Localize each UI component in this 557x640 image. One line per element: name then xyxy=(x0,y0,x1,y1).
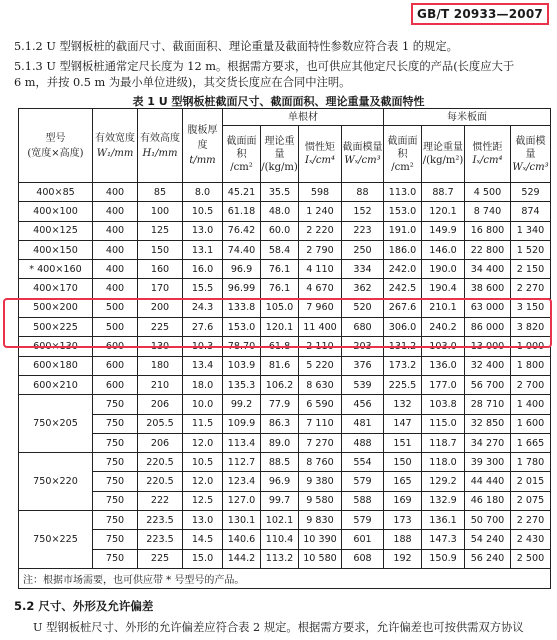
cell-sw: 89.0 xyxy=(261,433,299,452)
cell-mw: 118.0 xyxy=(422,453,465,472)
cell-sm: 376 xyxy=(342,356,384,375)
cell-mi: 4 500 xyxy=(465,183,511,202)
cell-mm: 3 820 xyxy=(511,318,551,337)
cell-ma: 132 xyxy=(384,395,422,414)
cell-sa: 45.21 xyxy=(223,183,261,202)
table-note: 注：根据市场需要，也可供应带 * 号型号的产品。 xyxy=(19,568,551,588)
cell-si: 598 xyxy=(299,183,342,202)
cell-mw: 115.0 xyxy=(422,414,465,433)
cell-sa: 103.9 xyxy=(223,356,261,375)
table-row xyxy=(19,472,551,491)
cell-sw: 99.7 xyxy=(261,491,299,510)
cell-mm: 3 150 xyxy=(511,298,551,317)
cell-h: 206 xyxy=(138,395,183,414)
cell-sw: 120.1 xyxy=(261,318,299,337)
cell-mm: 1 800 xyxy=(511,356,551,375)
cell-si: 7 270 xyxy=(299,433,342,452)
cell-ma: 173.2 xyxy=(384,356,422,375)
cell-mi: 46 180 xyxy=(465,491,511,510)
cell-sm: 579 xyxy=(342,472,384,491)
table-row xyxy=(19,453,551,472)
cell-w: 750 xyxy=(93,472,138,491)
header-single-inertia: 惯性矩 Iₓ/cm⁴ xyxy=(299,126,342,183)
cell-sm: 88 xyxy=(342,183,384,202)
cell-w: 600 xyxy=(93,337,138,356)
cell-model: 600×210 xyxy=(19,375,93,394)
cell-mi: 39 300 xyxy=(465,453,511,472)
cell-mi: 32 400 xyxy=(465,356,511,375)
cell-t: 10.5 xyxy=(183,453,223,472)
cell-model: 750×225 xyxy=(19,511,93,569)
cell-sw: 58.4 xyxy=(261,240,299,259)
cell-t: 13.1 xyxy=(183,240,223,259)
cell-model: 400×170 xyxy=(19,279,93,298)
header-single-weight: 理论重量 /(kg/m) xyxy=(261,126,299,183)
cell-t: 12.0 xyxy=(183,472,223,491)
cell-si: 2 110 xyxy=(299,337,342,356)
cell-sw: 77.9 xyxy=(261,395,299,414)
cell-mi: 56 700 xyxy=(465,375,511,394)
cell-h: 206 xyxy=(138,433,183,452)
section-5-2-text: U 型钢板桩尺寸、外形的允许偏差应符合表 2 规定。根据需方要求，允许偏差也可按供需双方协议 xyxy=(33,621,524,634)
header-width: 有效宽度 W₁/mm xyxy=(93,109,138,183)
cell-mm: 1 665 xyxy=(511,433,551,452)
cell-t: 12.0 xyxy=(183,433,223,452)
cell-mi: 44 440 xyxy=(465,472,511,491)
cell-mi: 32 850 xyxy=(465,414,511,433)
cell-mw: 210.1 xyxy=(422,298,465,317)
cell-t: 11.5 xyxy=(183,414,223,433)
header-meter-modulus: 截面模量 Wₓ/cm³ xyxy=(511,126,551,183)
cell-sm: 554 xyxy=(342,453,384,472)
cell-sa: 96.99 xyxy=(223,279,261,298)
cell-sa: 133.8 xyxy=(223,298,261,317)
cell-sa: 76.42 xyxy=(223,221,261,240)
cell-mi: 34 270 xyxy=(465,433,511,452)
cell-t: 10.3 xyxy=(183,337,223,356)
cell-h: 100 xyxy=(138,202,183,221)
cell-sw: 88.5 xyxy=(261,453,299,472)
standard-code: GB/T 20933—2007 xyxy=(417,7,543,21)
cell-si: 2 790 xyxy=(299,240,342,259)
cell-sw: 76.1 xyxy=(261,279,299,298)
table-row xyxy=(19,530,551,549)
cell-mw: 190.4 xyxy=(422,279,465,298)
cell-sm: 203 xyxy=(342,337,384,356)
cell-ma: 153.0 xyxy=(384,202,422,221)
table-row xyxy=(19,337,551,356)
cell-h: 125 xyxy=(138,221,183,240)
cell-mi: 56 240 xyxy=(465,549,511,568)
cell-sm: 608 xyxy=(342,549,384,568)
cell-t: 18.0 xyxy=(183,375,223,394)
cell-si: 1 240 xyxy=(299,202,342,221)
cell-model: 400×150 xyxy=(19,240,93,259)
cell-model: 750×205 xyxy=(19,395,93,453)
cell-sa: 112.7 xyxy=(223,453,261,472)
cell-w: 750 xyxy=(93,453,138,472)
cell-sw: 110.4 xyxy=(261,530,299,549)
cell-mi: 86 000 xyxy=(465,318,511,337)
cell-sa: 123.4 xyxy=(223,472,261,491)
cell-t: 24.3 xyxy=(183,298,223,317)
cell-sm: 588 xyxy=(342,491,384,510)
cell-model: * 400×160 xyxy=(19,260,93,279)
cell-sm: 223 xyxy=(342,221,384,240)
cell-sw: 61.8 xyxy=(261,337,299,356)
cell-ma: 165 xyxy=(384,472,422,491)
cell-mw: 136.1 xyxy=(422,511,465,530)
cell-sw: 35.5 xyxy=(261,183,299,202)
cell-mw: 103.8 xyxy=(422,395,465,414)
cell-mw: 147.3 xyxy=(422,530,465,549)
cell-mm: 1 520 xyxy=(511,240,551,259)
cell-ma: 188 xyxy=(384,530,422,549)
cell-h: 160 xyxy=(138,260,183,279)
cell-w: 500 xyxy=(93,318,138,337)
cell-w: 750 xyxy=(93,549,138,568)
header-per-meter: 每米板面 xyxy=(384,109,551,126)
cell-ma: 147 xyxy=(384,414,422,433)
cell-si: 6 590 xyxy=(299,395,342,414)
cell-w: 750 xyxy=(93,491,138,510)
cell-si: 8 760 xyxy=(299,453,342,472)
cell-sa: 144.2 xyxy=(223,549,261,568)
cell-h: 200 xyxy=(138,298,183,317)
cell-mw: 146.0 xyxy=(422,240,465,259)
cell-mm: 2 700 xyxy=(511,375,551,394)
cell-mi: 38 600 xyxy=(465,279,511,298)
cell-w: 500 xyxy=(93,298,138,317)
table-row xyxy=(19,491,551,510)
cell-h: 170 xyxy=(138,279,183,298)
cell-sw: 76.1 xyxy=(261,260,299,279)
cell-t: 8.0 xyxy=(183,183,223,202)
cell-mw: 177.0 xyxy=(422,375,465,394)
cell-t: 13.4 xyxy=(183,356,223,375)
cell-sm: 456 xyxy=(342,395,384,414)
cell-ma: 169 xyxy=(384,491,422,510)
cell-si: 10 580 xyxy=(299,549,342,568)
cell-mm: 1 600 xyxy=(511,414,551,433)
cell-t: 13.0 xyxy=(183,511,223,530)
cell-h: 150 xyxy=(138,240,183,259)
cell-h: 223.5 xyxy=(138,511,183,530)
table-row xyxy=(19,511,551,530)
cell-mw: 88.7 xyxy=(422,183,465,202)
cell-sa: 140.6 xyxy=(223,530,261,549)
table-row xyxy=(19,298,551,317)
cell-w: 600 xyxy=(93,356,138,375)
table-row xyxy=(19,279,551,298)
cell-mi: 28 710 xyxy=(465,395,511,414)
cell-mi: 54 240 xyxy=(465,530,511,549)
header-single-area: 截面面积 /cm² xyxy=(223,126,261,183)
table-row xyxy=(19,433,551,452)
cell-model: 750×220 xyxy=(19,453,93,511)
cell-mw: 136.0 xyxy=(422,356,465,375)
cell-h: 210 xyxy=(138,375,183,394)
table-row xyxy=(19,356,551,375)
cell-ma: 186.0 xyxy=(384,240,422,259)
cell-mi: 34 400 xyxy=(465,260,511,279)
cell-mi: 50 700 xyxy=(465,511,511,530)
cell-h: 222 xyxy=(138,491,183,510)
cell-mm: 2 075 xyxy=(511,491,551,510)
cell-t: 10.5 xyxy=(183,202,223,221)
cell-mm: 2 150 xyxy=(511,260,551,279)
cell-mm: 2 270 xyxy=(511,279,551,298)
cell-sw: 81.6 xyxy=(261,356,299,375)
paragraph-5-1-3-line1: 5.1.3 U 型钢板桩通常定尺长度为 12 m。根据需方要求，也可供应其他定尺长度的产品(长度应大于 xyxy=(14,60,515,73)
cell-mw: 118.7 xyxy=(422,433,465,452)
table-row xyxy=(19,221,551,240)
cell-sm: 539 xyxy=(342,375,384,394)
cell-sm: 680 xyxy=(342,318,384,337)
cell-mi: 22 800 xyxy=(465,240,511,259)
cell-mi: 13 000 xyxy=(465,337,511,356)
cell-sw: 105.0 xyxy=(261,298,299,317)
cell-t: 16.0 xyxy=(183,260,223,279)
cell-t: 27.6 xyxy=(183,318,223,337)
cell-mm: 2 430 xyxy=(511,530,551,549)
cell-w: 750 xyxy=(93,395,138,414)
cell-w: 400 xyxy=(93,240,138,259)
cell-si: 9 580 xyxy=(299,491,342,510)
cell-model: 600×180 xyxy=(19,356,93,375)
cell-h: 205.5 xyxy=(138,414,183,433)
spec-table xyxy=(18,108,551,589)
cell-sm: 250 xyxy=(342,240,384,259)
cell-sm: 601 xyxy=(342,530,384,549)
cell-mw: 103.0 xyxy=(422,337,465,356)
cell-si: 10 390 xyxy=(299,530,342,549)
cell-model: 500×200 xyxy=(19,298,93,317)
cell-mw: 120.1 xyxy=(422,202,465,221)
cell-mi: 63 000 xyxy=(465,298,511,317)
table-row xyxy=(19,318,551,337)
cell-si: 2 220 xyxy=(299,221,342,240)
paragraph-5-1-2: 5.1.2 U 型钢板桩的截面尺寸、截面面积、理论重量及截面特性参数应符合表 1 的规定。 xyxy=(14,40,458,53)
table-row xyxy=(19,375,551,394)
cell-si: 5 220 xyxy=(299,356,342,375)
cell-mm: 1 780 xyxy=(511,453,551,472)
cell-mm: 1 000 xyxy=(511,337,551,356)
cell-sa: 113.4 xyxy=(223,433,261,452)
cell-w: 750 xyxy=(93,530,138,549)
cell-ma: 192 xyxy=(384,549,422,568)
cell-si: 11 400 xyxy=(299,318,342,337)
cell-w: 750 xyxy=(93,414,138,433)
cell-model: 600×130 xyxy=(19,337,93,356)
cell-sw: 60.0 xyxy=(261,221,299,240)
cell-ma: 113.0 xyxy=(384,183,422,202)
cell-model: 400×100 xyxy=(19,202,93,221)
cell-si: 4 670 xyxy=(299,279,342,298)
cell-ma: 173 xyxy=(384,511,422,530)
header-model: 型号 (宽度×高度) xyxy=(19,109,93,183)
table-row xyxy=(19,240,551,259)
cell-t: 12.5 xyxy=(183,491,223,510)
cell-w: 400 xyxy=(93,279,138,298)
cell-sm: 152 xyxy=(342,202,384,221)
standard-code-box xyxy=(411,3,549,25)
cell-ma: 242.0 xyxy=(384,260,422,279)
cell-model: 400×85 xyxy=(19,183,93,202)
cell-mm: 1 340 xyxy=(511,221,551,240)
cell-sa: 127.0 xyxy=(223,491,261,510)
cell-mm: 1 400 xyxy=(511,395,551,414)
cell-t: 15.0 xyxy=(183,549,223,568)
cell-sm: 481 xyxy=(342,414,384,433)
cell-w: 750 xyxy=(93,511,138,530)
cell-sa: 96.9 xyxy=(223,260,261,279)
cell-mm: 2 015 xyxy=(511,472,551,491)
cell-ma: 150 xyxy=(384,453,422,472)
cell-sm: 488 xyxy=(342,433,384,452)
cell-sw: 48.0 xyxy=(261,202,299,221)
cell-mm: 2 500 xyxy=(511,549,551,568)
cell-sa: 109.9 xyxy=(223,414,261,433)
cell-h: 180 xyxy=(138,356,183,375)
cell-model: 400×125 xyxy=(19,221,93,240)
cell-si: 7 110 xyxy=(299,414,342,433)
section-5-2-title: 5.2 尺寸、外形及允许偏差 xyxy=(14,599,154,613)
cell-ma: 267.6 xyxy=(384,298,422,317)
cell-sw: 86.3 xyxy=(261,414,299,433)
cell-t: 13.0 xyxy=(183,221,223,240)
table-row xyxy=(19,183,551,202)
header-single: 单根材 xyxy=(223,109,384,126)
cell-w: 400 xyxy=(93,183,138,202)
cell-w: 400 xyxy=(93,221,138,240)
cell-sm: 334 xyxy=(342,260,384,279)
cell-sa: 78.70 xyxy=(223,337,261,356)
cell-h: 85 xyxy=(138,183,183,202)
cell-mw: 132.9 xyxy=(422,491,465,510)
cell-si: 4 110 xyxy=(299,260,342,279)
cell-model: 500×225 xyxy=(19,318,93,337)
cell-si: 8 630 xyxy=(299,375,342,394)
cell-ma: 151 xyxy=(384,433,422,452)
cell-sa: 135.3 xyxy=(223,375,261,394)
cell-t: 15.5 xyxy=(183,279,223,298)
cell-mi: 16 800 xyxy=(465,221,511,240)
cell-sm: 362 xyxy=(342,279,384,298)
cell-t: 14.5 xyxy=(183,530,223,549)
cell-mw: 240.2 xyxy=(422,318,465,337)
header-web-thickness: 腹板厚度 t/mm xyxy=(183,109,223,183)
cell-mw: 150.9 xyxy=(422,549,465,568)
cell-sw: 102.1 xyxy=(261,511,299,530)
header-meter-area: 截面面积 /cm² xyxy=(384,126,422,183)
cell-ma: 131.2 xyxy=(384,337,422,356)
cell-mw: 149.9 xyxy=(422,221,465,240)
cell-h: 223.5 xyxy=(138,530,183,549)
cell-sa: 61.18 xyxy=(223,202,261,221)
cell-mi: 8 740 xyxy=(465,202,511,221)
table-row xyxy=(19,202,551,221)
cell-h: 220.5 xyxy=(138,472,183,491)
cell-sw: 113.2 xyxy=(261,549,299,568)
cell-w: 750 xyxy=(93,433,138,452)
paragraph-5-1-3-line2: 6 m，并按 0.5 m 为最小单位进级)，其交货长度应在合同中注明。 xyxy=(14,76,351,89)
header-meter-weight: 理论重量 /(kg/m²) xyxy=(422,126,465,183)
table-row xyxy=(19,395,551,414)
table-row xyxy=(19,414,551,433)
cell-ma: 191.0 xyxy=(384,221,422,240)
header-meter-inertia: 惯性距 Iₓ/cm⁴ xyxy=(465,126,511,183)
header-single-modulus: 截面模量 Wₓ/cm³ xyxy=(342,126,384,183)
cell-h: 225 xyxy=(138,318,183,337)
table-row xyxy=(19,549,551,568)
cell-h: 225 xyxy=(138,549,183,568)
cell-ma: 306.0 xyxy=(384,318,422,337)
cell-sw: 96.9 xyxy=(261,472,299,491)
table-caption: 表 1 U 型钢板桩截面尺寸、截面面积、理论重量及截面特性 xyxy=(132,95,425,108)
table-note-row xyxy=(19,568,551,588)
cell-ma: 242.5 xyxy=(384,279,422,298)
cell-w: 400 xyxy=(93,202,138,221)
cell-ma: 225.5 xyxy=(384,375,422,394)
cell-mm: 874 xyxy=(511,202,551,221)
cell-mm: 529 xyxy=(511,183,551,202)
cell-sm: 579 xyxy=(342,511,384,530)
cell-h: 130 xyxy=(138,337,183,356)
cell-w: 400 xyxy=(93,260,138,279)
cell-sa: 153.0 xyxy=(223,318,261,337)
cell-si: 7 960 xyxy=(299,298,342,317)
header-height: 有效高度 H₁/mm xyxy=(138,109,183,183)
cell-mw: 129.2 xyxy=(422,472,465,491)
cell-w: 600 xyxy=(93,375,138,394)
cell-si: 9 380 xyxy=(299,472,342,491)
cell-sw: 106.2 xyxy=(261,375,299,394)
cell-mw: 190.0 xyxy=(422,260,465,279)
cell-sa: 74.40 xyxy=(223,240,261,259)
cell-si: 9 830 xyxy=(299,511,342,530)
cell-sa: 130.1 xyxy=(223,511,261,530)
table-row xyxy=(19,260,551,279)
cell-sm: 520 xyxy=(342,298,384,317)
cell-t: 10.0 xyxy=(183,395,223,414)
cell-mm: 2 270 xyxy=(511,511,551,530)
cell-sa: 99.2 xyxy=(223,395,261,414)
cell-h: 220.5 xyxy=(138,453,183,472)
